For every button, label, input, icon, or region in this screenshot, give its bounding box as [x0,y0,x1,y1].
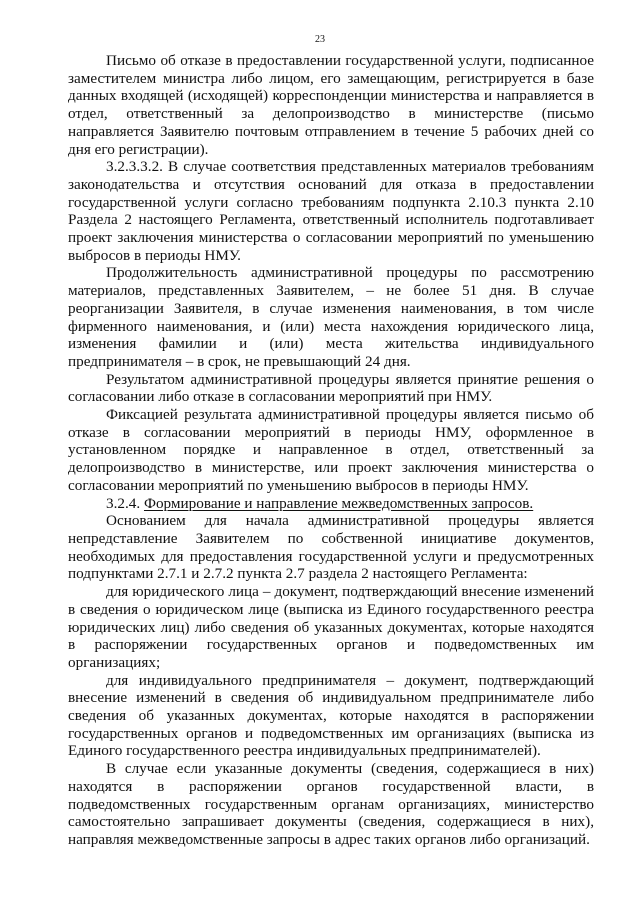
paragraph-basis: Основанием для начала административной процедуры является непредставление Заявителем по собственной инициативе документов, необходимых для предоставления государственной услуги и предусмотренных подпунктами 2.7.1 и 2.7.2 пункта 2.7 раздела 2 настоящего Регламента: [68,512,594,583]
paragraph-3-2-3-3-2: 3.2.3.3.2. В случае соответствия представленных материалов требованиям законодательства и отсутствия оснований для отказа в предоставлении государственной услуги согласно требованиям подпункта 2.10.3 пункта 2.10 Раздела 2 настоящего Регламента, ответственный исполнитель подготавливает проект заключения министерства о согласовании мероприятий по уменьшению выбросов в периоды НМУ. [68,158,594,264]
paragraph-result: Результатом административной процедуры является принятие решения о согласовании либо отказе в согласовании мероприятий при НМУ. [68,370,594,406]
paragraph-refusal-letter: Письмо об отказе в предоставлении государственной услуги, подписанное заместителем министра либо лицом, его замещающим, регистрируется в базе данных входящей (исходящей) корреспонденции министерства и направляется в отдел, ответственный за делопроизводство в министерстве (письмо направляется Заявителю почтовым отправлением в течение 5 рабочих дней со дня его регистрации). [68,52,594,158]
paragraph-legal-entity: для юридического лица – документ, подтверждающий внесение изменений в сведения о юридическом лице (выписка из Единого государственного реестра юридических лиц) либо сведения об указанных документах, которые находятся в распоряжении государственных органов и подведомственных им организациях; [68,583,594,671]
paragraph-individual-entrepreneur: для индивидуального предпринимателя – документ, подтверждающий внесение изменений в сведения об индивидуальном предпринимателе либо сведения об указанных документах, которые находятся в распоряжении государственных органов и подведомственных им организациях (выписка из Единого государственного реестра индивидуальных предпринимателей). [68,671,594,760]
paragraph-interagency-requests: В случае если указанные документы (сведения, содержащиеся в них) находятся в распоряжении органов государственной власти, в подведомственных государственным органам организациях, министерство самостоятельно запрашивает документы (сведения, содержащиеся в них), направляя межведомственные запросы в адрес таких органов либо организаций. [68,760,594,848]
section-title: Формирование и направление межведомственных запросов. [143,494,534,512]
paragraph-duration: Продолжительность административной процедуры по рассмотрению материалов, представленных Заявителем, – не более 51 дня. В случае реорганизации Заявителя, в случае изменения наименования, в том числе фирменного наименования, и (или) места нахождения юридического лица, изменения фамилии и (или) места жительства индивидуального предпринимателя – в срок, не превышающий 24 дня. [68,264,594,370]
document-body [68,52,594,849]
page-number: 23 [315,34,325,45]
section-heading-3-2-4 [68,495,594,513]
paragraph-fixation: Фиксацией результата административной процедуры является письмо об отказе в согласовании мероприятий в периоды НМУ, оформленное в установленном порядке и направленное в отдел, ответственный за делопроизводство в министерстве, или проект заключения министерства о согласовании мероприятий по уменьшению выбросов в периоды НМУ. [68,406,594,494]
section-number: 3.2.4. [106,494,141,512]
